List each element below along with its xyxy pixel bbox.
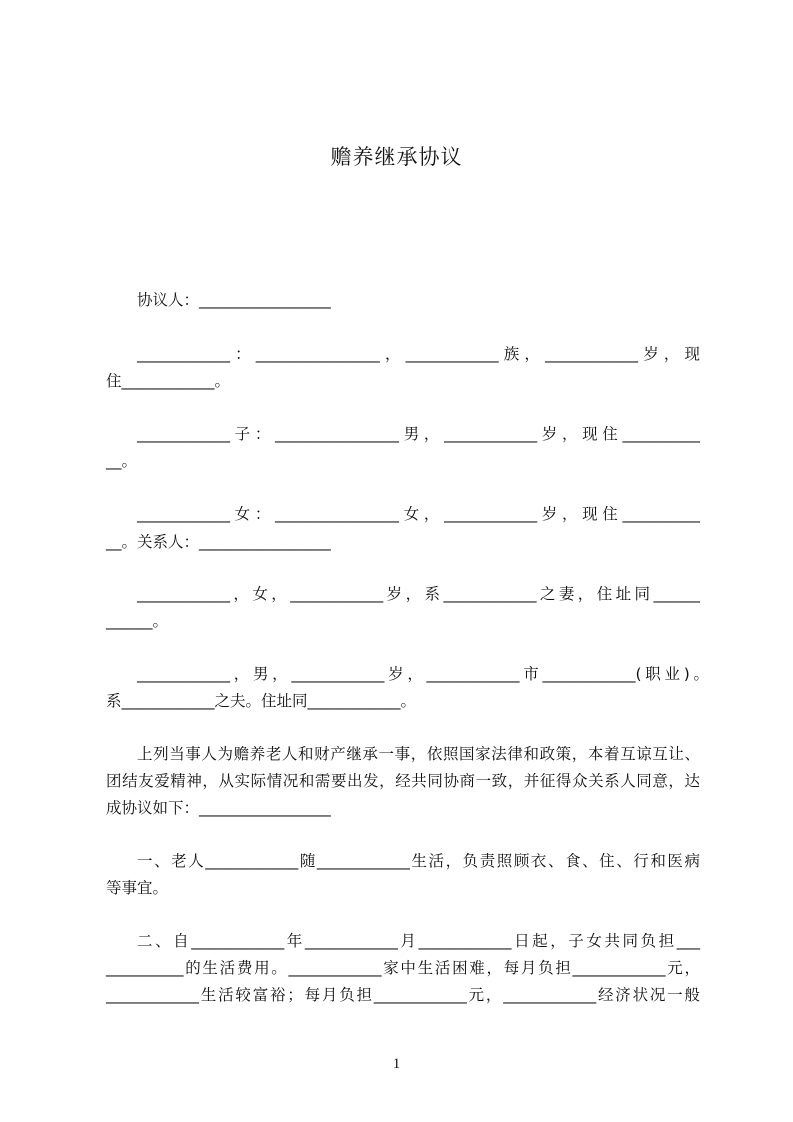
text-line: __________的生活费用。____________家中生活困难，每月负担____________元，: [106, 959, 700, 977]
text-line: 协议人：_________________: [137, 291, 331, 309]
text-line: 等事宜。: [106, 879, 169, 897]
text-line: ____________女：________________女，____________岁，现住__________: [137, 505, 700, 523]
text-line: ____________子：________________男，____________岁，现住__________: [137, 425, 700, 443]
text-line: __。关系人：_________________: [106, 533, 331, 551]
text-line: 团结友爱精神，从实际情况和需要出发，经共同协商一致，并征得众关系人同意，达: [106, 772, 700, 790]
text-line: ____________：________________，____________族，____________岁，现: [137, 345, 700, 363]
text-line: 一、老人____________随____________生活，负责照顾衣、食、住、行和医病: [137, 852, 700, 870]
text-line: ______。: [106, 612, 169, 630]
text-line: 系____________之夫。住址同____________。: [106, 692, 417, 710]
document-title: 赡养继承协议: [330, 145, 463, 169]
text-line: 上列当事人为赡养老人和财产继承一事，依照国家法律和政策，本着互谅互让、: [137, 745, 700, 763]
text-line: ____________，男，____________岁，____________市____________(职业)。: [137, 665, 709, 683]
text-line: 成协议如下：_________________: [106, 799, 331, 817]
text-line: __。: [106, 452, 138, 470]
text-line: 二、自____________年____________月____________日起，子女共同负担___: [137, 932, 700, 950]
text-line: ____________生活较富裕；每月负担____________元，____________经济状况一般: [106, 986, 700, 1004]
text-line: ____________，女，____________岁，系____________之妻，住址同______: [137, 585, 700, 603]
page-number: 1: [392, 1056, 401, 1072]
text-line: 住____________。: [106, 372, 231, 390]
